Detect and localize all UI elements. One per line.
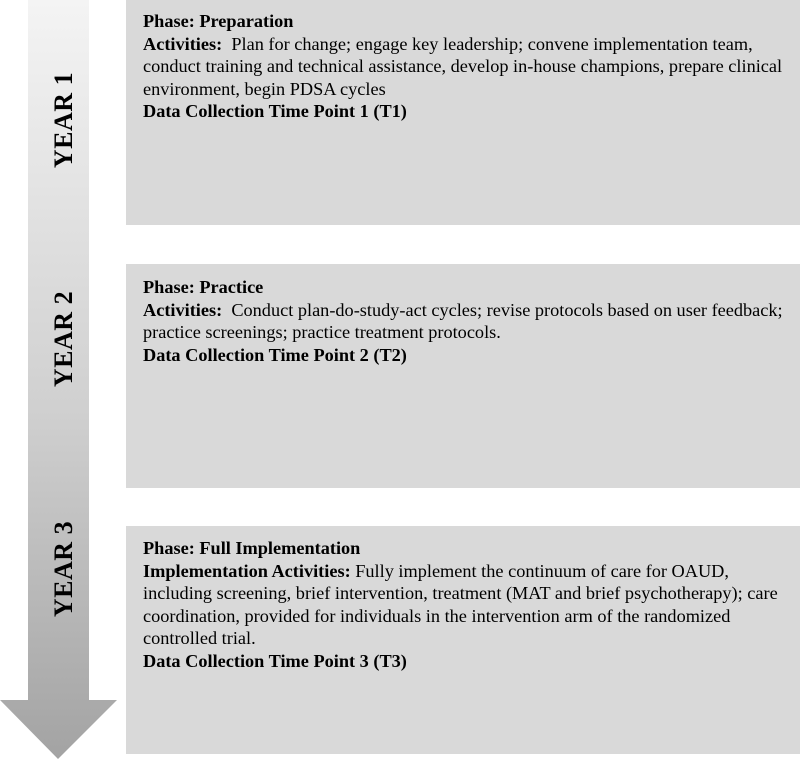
phase-box-preparation bbox=[126, 0, 800, 225]
activities-text: Fully implement the continuum of care for OAUD, including screening, brief intervention, treatment (MAT and brief psychotherapy); care coordination, provided for individuals in the intervention arm of the randomized controlled trial. bbox=[143, 560, 778, 648]
phase-title: Phase: Practice bbox=[143, 277, 264, 297]
phase-box-full-implementation bbox=[126, 526, 800, 754]
year-3-label: YEAR 3 bbox=[49, 520, 78, 618]
activities-text: Plan for change; engage key leadership; convene implementation team, conduct training and technical assistance, develop in-house champions, prepare clinical environment, begin PDSA cycles bbox=[143, 33, 783, 99]
phase-box-practice bbox=[126, 264, 800, 488]
year-2-label: YEAR 2 bbox=[49, 290, 78, 388]
year-1-label: YEAR 1 bbox=[49, 71, 78, 169]
phase-activities bbox=[143, 299, 784, 344]
phase-activities bbox=[143, 33, 784, 101]
activities-text: Conduct plan-do-study-act cycles; revise protocols based on user feedback; practice screenings; practice treatment protocols. bbox=[143, 299, 783, 342]
phase-activities bbox=[143, 560, 784, 650]
data-collection-point: Data Collection Time Point 2 (T2) bbox=[143, 344, 407, 365]
activities-label: Activities: bbox=[143, 299, 223, 320]
data-collection-point: Data Collection Time Point 3 (T3) bbox=[143, 650, 407, 671]
activities-label: Implementation Activities: bbox=[143, 560, 351, 581]
activities-label: Activities: bbox=[143, 33, 223, 54]
phase-title: Phase: Preparation bbox=[143, 11, 294, 31]
phase-title: Phase: Full Implementation bbox=[143, 538, 361, 558]
data-collection-point: Data Collection Time Point 1 (T1) bbox=[143, 101, 407, 121]
